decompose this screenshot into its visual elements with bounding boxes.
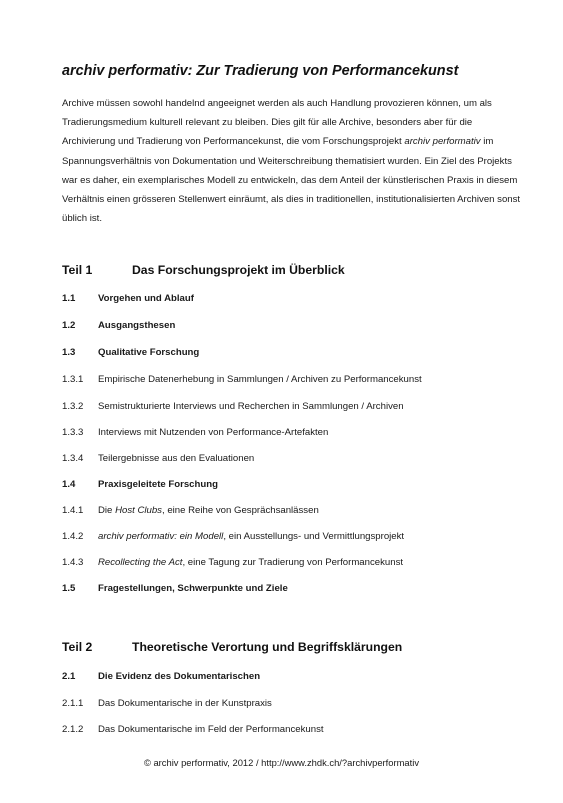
toc-item[interactable] (62, 479, 218, 490)
toc-item-label: Das Dokumentarische im Feld der Performancekunst (98, 724, 324, 735)
toc-item[interactable] (62, 401, 404, 412)
toc-item-number: 1.2 (62, 320, 76, 331)
page-footer: © archiv performativ, 2012 / http://www.zhdk.ch/?archivperformativ (143, 757, 420, 768)
toc-item-label-em: archiv performativ: ein Modell (98, 531, 224, 542)
toc-item-number: 2.1.1 (62, 698, 84, 709)
part2-heading (62, 640, 402, 654)
toc-item[interactable] (62, 374, 422, 385)
part1-heading (62, 263, 345, 277)
toc-item-number: 1.5 (62, 583, 76, 594)
toc-item[interactable] (62, 320, 175, 331)
toc-item-label: Fragestellungen, Schwerpunkte und Ziele (98, 583, 288, 594)
intro-text-1: Archive müssen sowohl handelnd angeeignet werden als auch Handlung provozieren können, um als Tradierungsmedium kulturell relevant zu bleiben. Dies gilt für alle Archive, besonders aber für die Archivierung und Tradierung von Performancekunst, die vom Forschungsprojekt (62, 98, 492, 148)
toc-item-label: Die Evidenz des Dokumentarischen (98, 671, 261, 682)
part2-number: Teil 2 (62, 640, 93, 654)
toc-item-label: Semistrukturierte Interviews und Recherchen in Sammlungen / Archiven (98, 401, 404, 412)
toc-item-label: Interviews mit Nutzenden von Performance-Artefakten (98, 427, 329, 438)
toc-item[interactable] (62, 505, 319, 516)
toc-item-label: Empirische Datenerhebung in Sammlungen / Archiven zu Performancekunst (98, 374, 422, 385)
toc-item-number: 1.4 (62, 479, 76, 490)
toc-item-label-post: , ein Ausstellungs- und Vermittlungsprojekt (223, 531, 405, 542)
document-title: archiv performativ: Zur Tradierung von Performancekunst (62, 63, 459, 79)
toc-item-number: 1.3.2 (62, 401, 84, 412)
toc-item[interactable] (62, 583, 288, 594)
toc-item-label: Vorgehen und Ablauf (98, 293, 194, 304)
toc-item-number: 1.1 (62, 293, 76, 304)
toc-item[interactable] (62, 531, 404, 542)
part1-label: Das Forschungsprojekt im Überblick (132, 263, 345, 277)
toc-item-number: 1.3 (62, 347, 76, 358)
toc-item[interactable] (62, 671, 260, 682)
toc-item[interactable] (62, 557, 403, 568)
toc-item[interactable] (62, 293, 194, 304)
part2-label: Theoretische Verortung und Begriffsklärungen (132, 640, 403, 654)
toc-item-number: 1.3.4 (62, 453, 84, 464)
toc-item-label-em: Host Clubs (115, 505, 162, 516)
intro-text-2: im Spannungsverhältnis von Dokumentation und Weiterschreibung thematisiert wurden. Ein Ziel des Projekts war es daher, ein exemplarisches Modell zu entwickeln, das dem Anteil der künstlerischen Praxis in diesem Verhältnis einen grösseren Stellenwert einräumt, als dies in traditionellen, institutionalisierten Archiven sonst üblich ist. (62, 136, 521, 225)
toc-item-number: 2.1 (62, 671, 76, 682)
intro-project-name: archiv performativ (404, 136, 481, 148)
toc-item-number: 1.3.3 (62, 427, 84, 438)
toc-item-label-em: Recollecting the Act (98, 557, 183, 568)
toc-item[interactable] (62, 453, 254, 464)
toc-item[interactable] (62, 698, 272, 709)
toc-item-label: Teilergebnisse aus den Evaluationen (98, 453, 255, 464)
toc-item[interactable] (62, 427, 328, 438)
toc-item-number: 1.4.3 (62, 557, 84, 568)
toc-item-number: 1.4.2 (62, 531, 84, 542)
toc-item[interactable] (62, 347, 199, 358)
toc-item-label-post: , eine Tagung zur Tradierung von Performancekunst (182, 557, 404, 568)
toc-item-number: 1.3.1 (62, 374, 84, 385)
intro-paragraph (62, 94, 522, 228)
toc-item-label-pre: Die (98, 505, 116, 516)
toc-item-label: Qualitative Forschung (98, 347, 200, 358)
part1-number: Teil 1 (62, 263, 93, 277)
toc-item-number: 2.1.2 (62, 724, 84, 735)
toc-item-label: Das Dokumentarische in der Kunstpraxis (98, 698, 272, 709)
toc-item-label: Praxisgeleitete Forschung (98, 479, 218, 490)
toc-item[interactable] (62, 724, 324, 735)
toc-item-label: Ausgangsthesen (98, 320, 176, 331)
toc-item-number: 1.4.1 (62, 505, 84, 516)
toc-item-label-post: , eine Reihe von Gesprächsanlässen (161, 505, 319, 516)
